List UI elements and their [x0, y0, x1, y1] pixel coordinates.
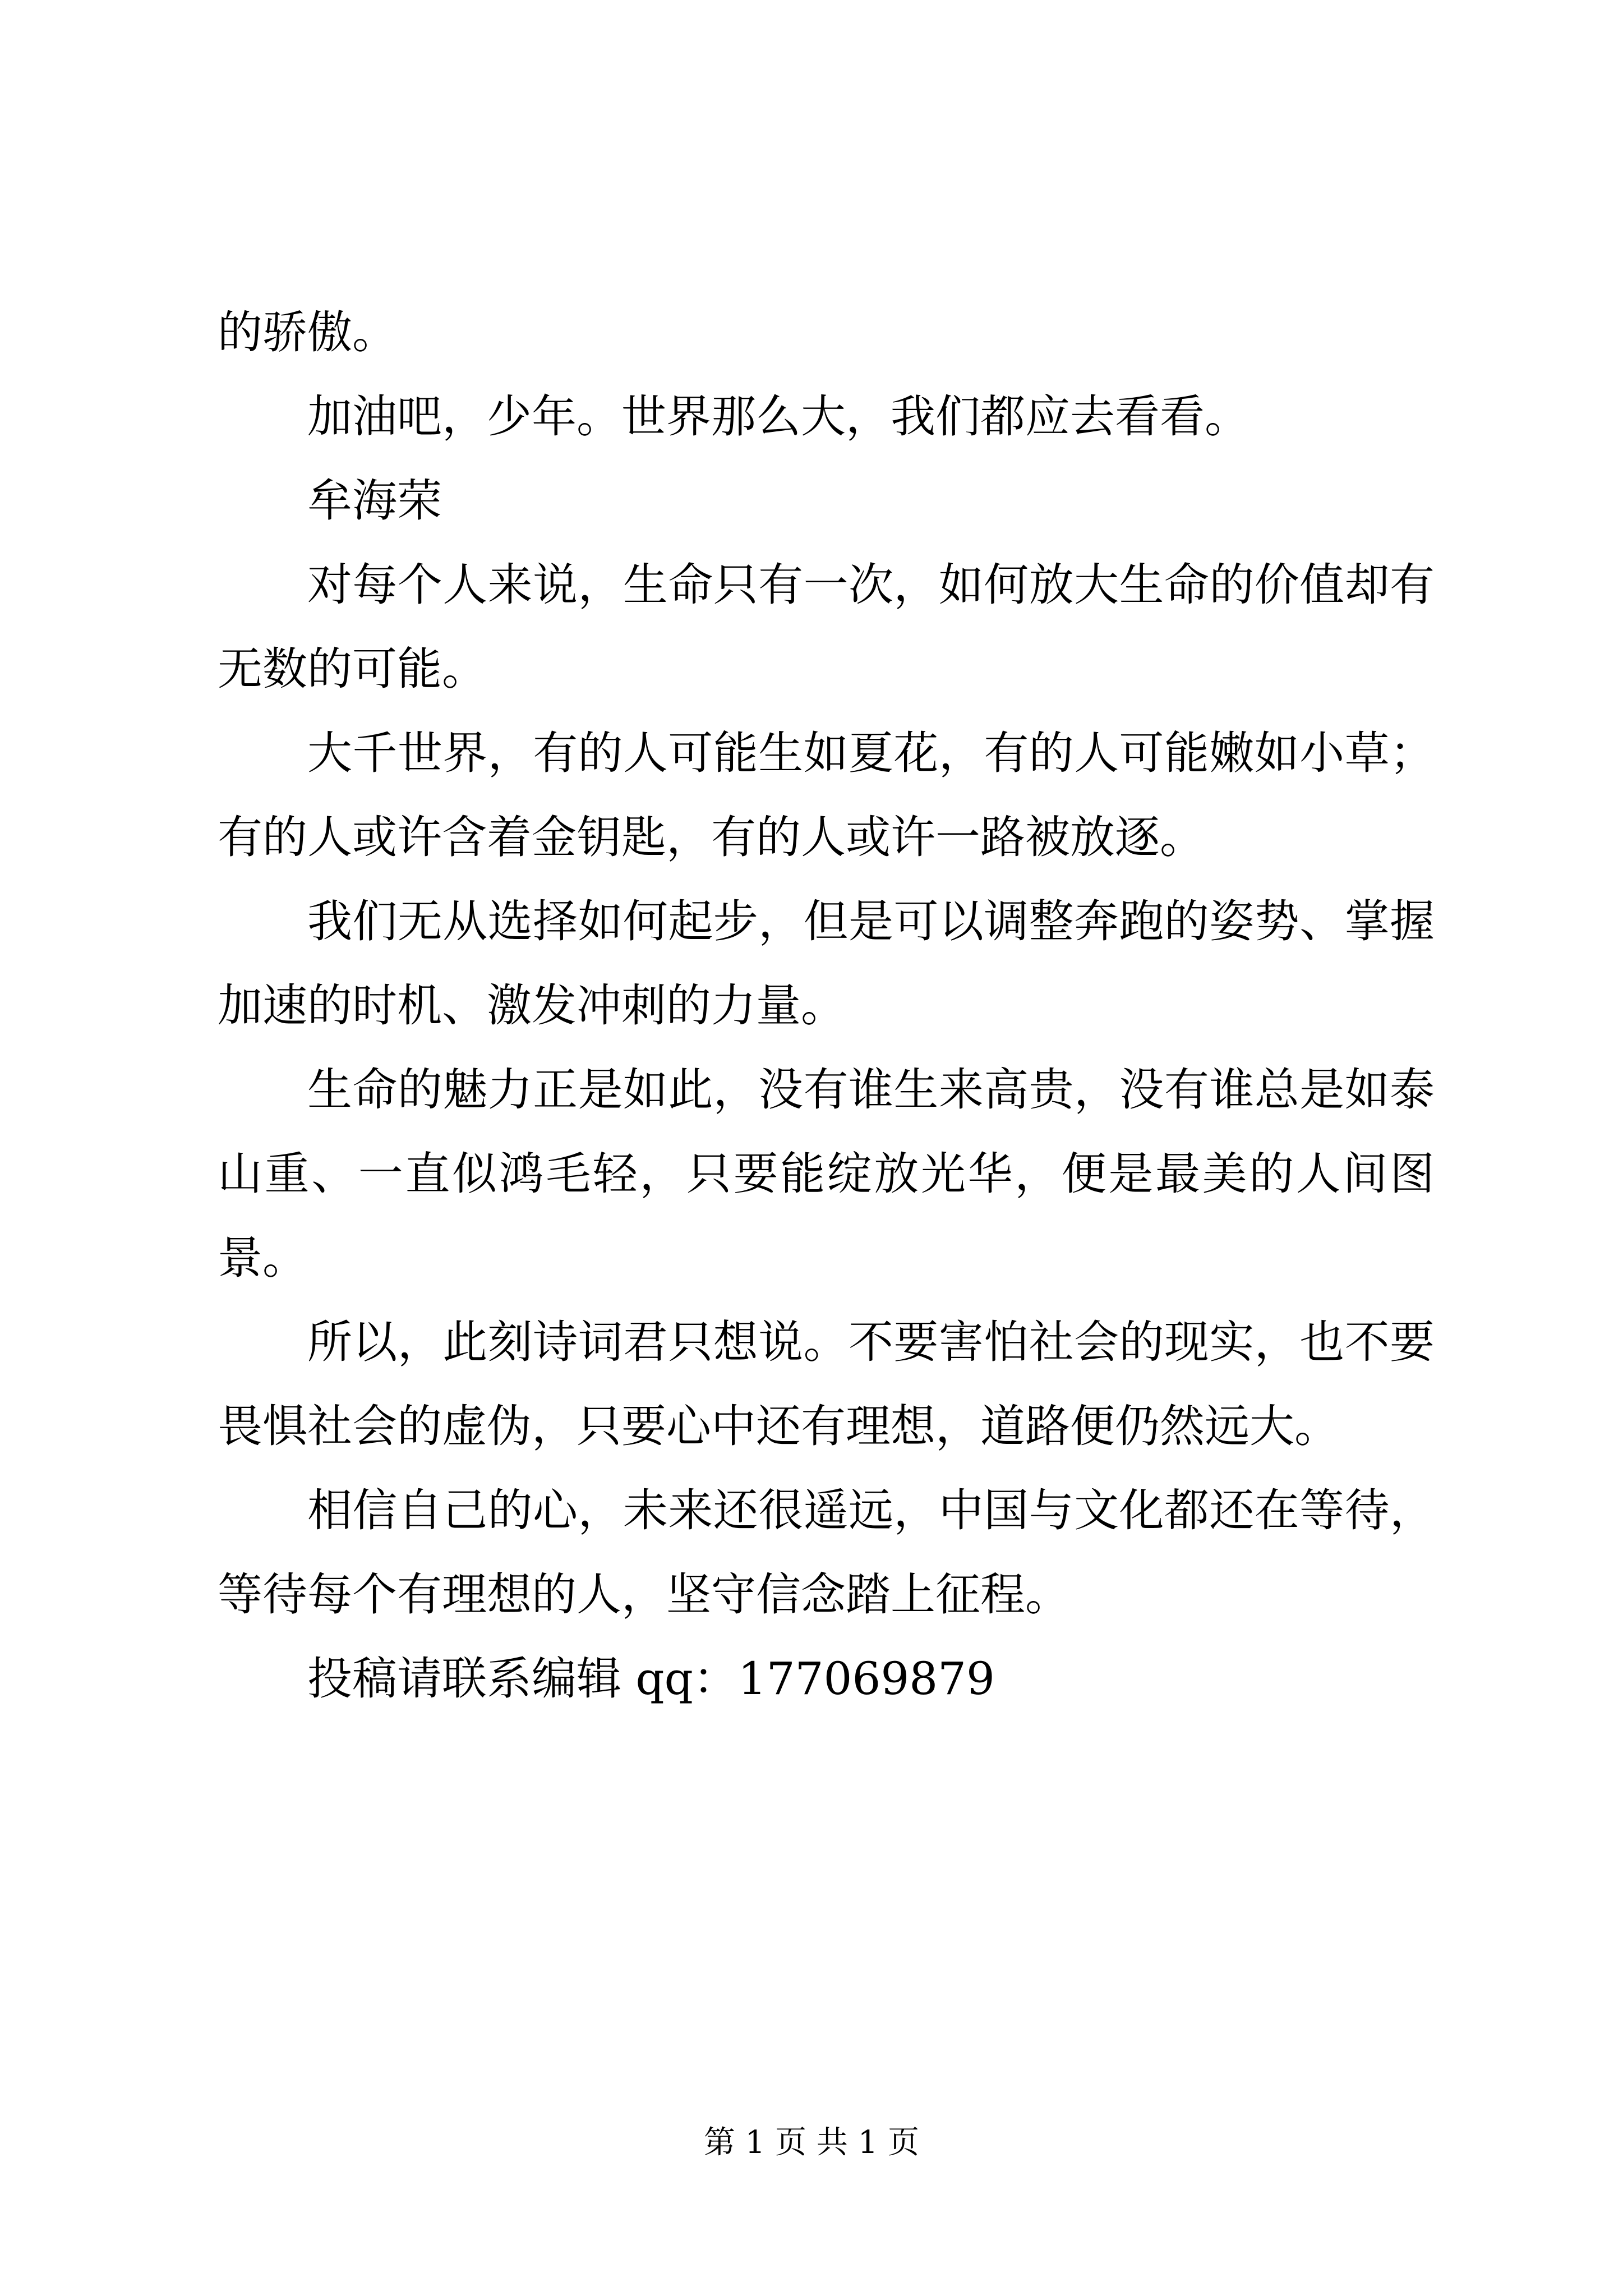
paragraph-8: 所以，此刻诗词君只想说。不要害怕社会的现实，也不要畏惧社会的虚伪，只要心中还有理想，道路便仍然远大。: [218, 1316, 1435, 1452]
paragraph-5: 大千世界，有的人可能生如夏花，有的人可能嫩如小草；有的人或许含着金钥匙，有的人或许一路被放逐。: [218, 727, 1435, 863]
paragraph-7: 生命的魅力正是如此，没有谁生来高贵，没有谁总是如泰山重、一直似鸿毛轻，只要能绽放光华，便是最美的人间图景。: [218, 1064, 1435, 1284]
author-name: 牟海荣: [307, 475, 442, 527]
paragraph-1: 的骄傲。: [218, 306, 397, 358]
paragraph-2: 加油吧，少年。世界那么大，我们都应去看看。: [307, 390, 1249, 443]
paragraph-6: 我们无从选择如何起步，但是可以调整奔跑的姿势、掌握加速的时机、激发冲刺的力量。: [218, 895, 1435, 1032]
contact-line: 投稿请联系编辑 qq：177069879: [307, 1653, 995, 1705]
page-footer: 第 1 页 共 1 页: [703, 2124, 920, 2161]
paragraph-9: 相信自己的心，未来还很遥远，中国与文化都还在等待，等待每个有理想的人，坚守信念踏上征程。: [218, 1484, 1435, 1621]
paragraph-4: 对每个人来说，生命只有一次，如何放大生命的价值却有无数的可能。: [218, 559, 1435, 695]
document-body: [218, 291, 1435, 1721]
